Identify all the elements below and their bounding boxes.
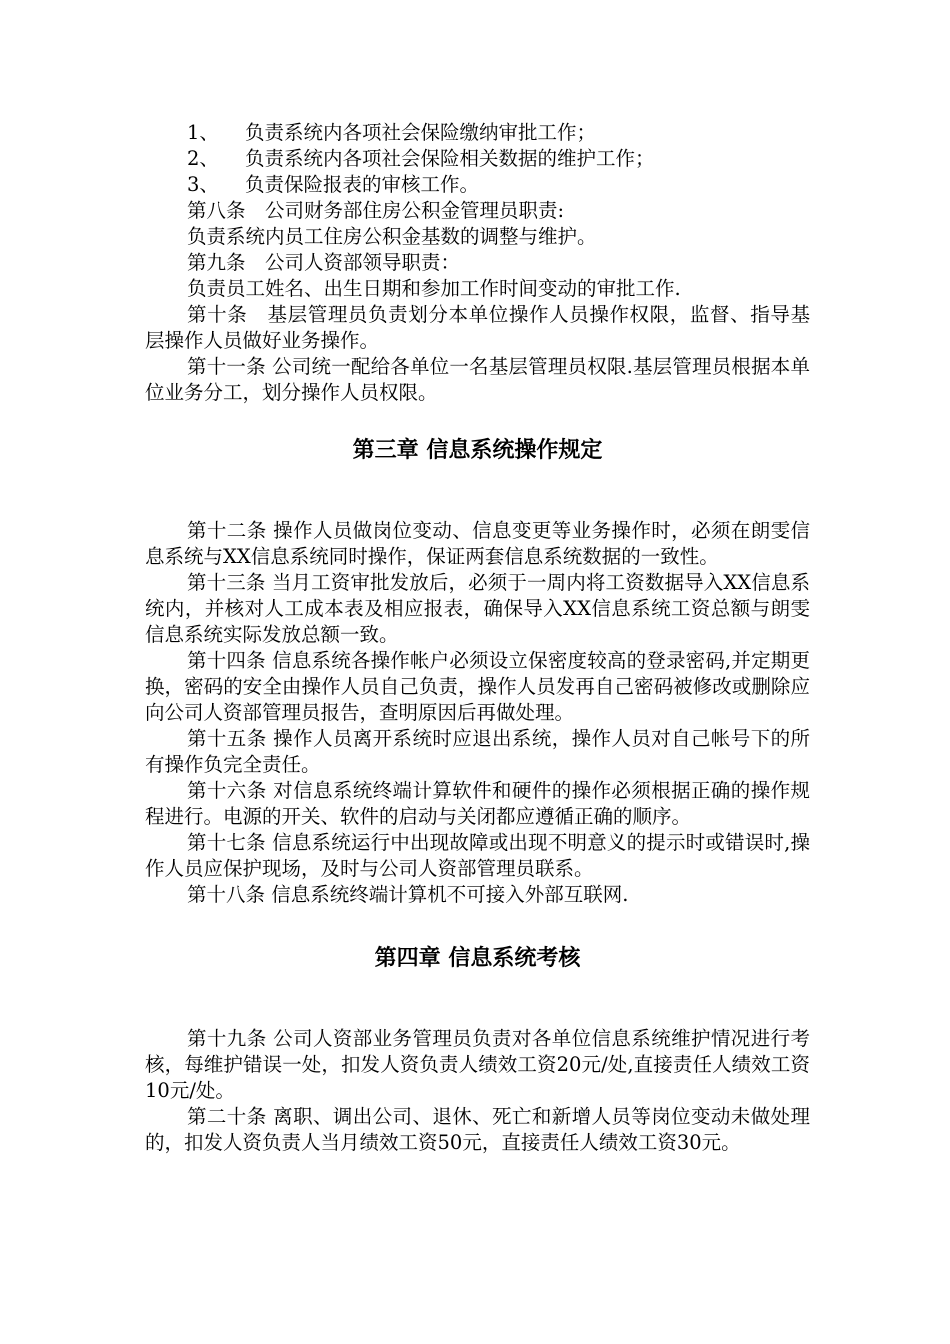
article-20: 第二十条 离职、调出公司、退休、死亡和新增人员等岗位变动未做处理的，扣发人资负责人当月绩效工资50元，直接责任人绩效工资30元。 — [145, 1105, 810, 1154]
article-9-heading: 第九条 公司人资部领导职责： — [187, 251, 461, 274]
duty-item-text: 负责系统内各项社会保险缴纳审批工作； — [245, 121, 597, 144]
chapter-4-title: 第四章 信息系统考核 — [374, 946, 581, 971]
article-14: 第十四条 信息系统各操作帐户必须设立保密度较高的登录密码,并定期更换，密码的安全由操作人员自己负责，操作人员发再自己密码被修改或删除应向公司人资部管理员报告，查明原因后再做处理。 — [145, 649, 810, 724]
article-17: 第十七条 信息系统运行中出现故障或出现不明意义的提示时或错误时,操作人员应保护现场，及时与公司人资部管理员联系。 — [145, 831, 810, 880]
article-15: 第十五条 操作人员离开系统时应退出系统，操作人员对自己帐号下的所有操作负完全责任。 — [145, 727, 810, 776]
duty-item-text: 负责保险报表的审核工作。 — [245, 173, 480, 196]
article-9-body: 负责员工姓名、出生日期和参加工作时间变动的审批工作. — [187, 277, 681, 300]
article-8-body: 负责系统内员工住房公积金基数的调整与维护。 — [187, 225, 597, 248]
article-13: 第十三条 当月工资审批发放后，必须于一周内将工资数据导入XX信息系统内，并核对人工成本表及相应报表，确保导入XX信息系统工资总额与朗雯信息系统实际发放总额一致。 — [145, 571, 810, 646]
duty-item-1 — [145, 120, 810, 146]
duty-item-text: 负责系统内各项社会保险相关数据的维护工作； — [245, 147, 655, 170]
document-page — [145, 120, 810, 1156]
article-19: 第十九条 公司人资部业务管理员负责对各单位信息系统维护情况进行考核，每维护错误一处，扣发人资负责人绩效工资20元/处,直接责任人绩效工资10元/处。 — [145, 1027, 810, 1102]
article-16: 第十六条 对信息系统终端计算软件和硬件的操作必须根据正确的操作规程进行。电源的开关、软件的启动与关闭都应遵循正确的顺序。 — [145, 779, 810, 828]
duty-item-2 — [145, 146, 810, 172]
duty-item-number: 1、 — [187, 121, 219, 144]
article-11: 第十一条 公司统一配给各单位一名基层管理员权限.基层管理员根据本单位业务分工，划分操作人员权限。 — [145, 355, 810, 404]
article-18: 第十八条 信息系统终端计算机不可接入外部互联网. — [187, 883, 629, 906]
chapter-3-title: 第三章 信息系统操作规定 — [352, 438, 603, 463]
duty-item-number: 2、 — [187, 147, 219, 170]
article-12: 第十二条 操作人员做岗位变动、信息变更等业务操作时，必须在朗雯信息系统与XX信息系统同时操作，保证两套信息系统数据的一致性。 — [145, 519, 810, 568]
duty-item-number: 3、 — [187, 173, 219, 196]
duty-item-3 — [145, 172, 810, 198]
article-8-heading: 第八条 公司财务部住房公积金管理员职责: — [187, 199, 565, 222]
article-10: 第十条 基层管理员负责划分本单位操作人员操作权限，监督、指导基层操作人员做好业务操作。 — [145, 303, 810, 352]
